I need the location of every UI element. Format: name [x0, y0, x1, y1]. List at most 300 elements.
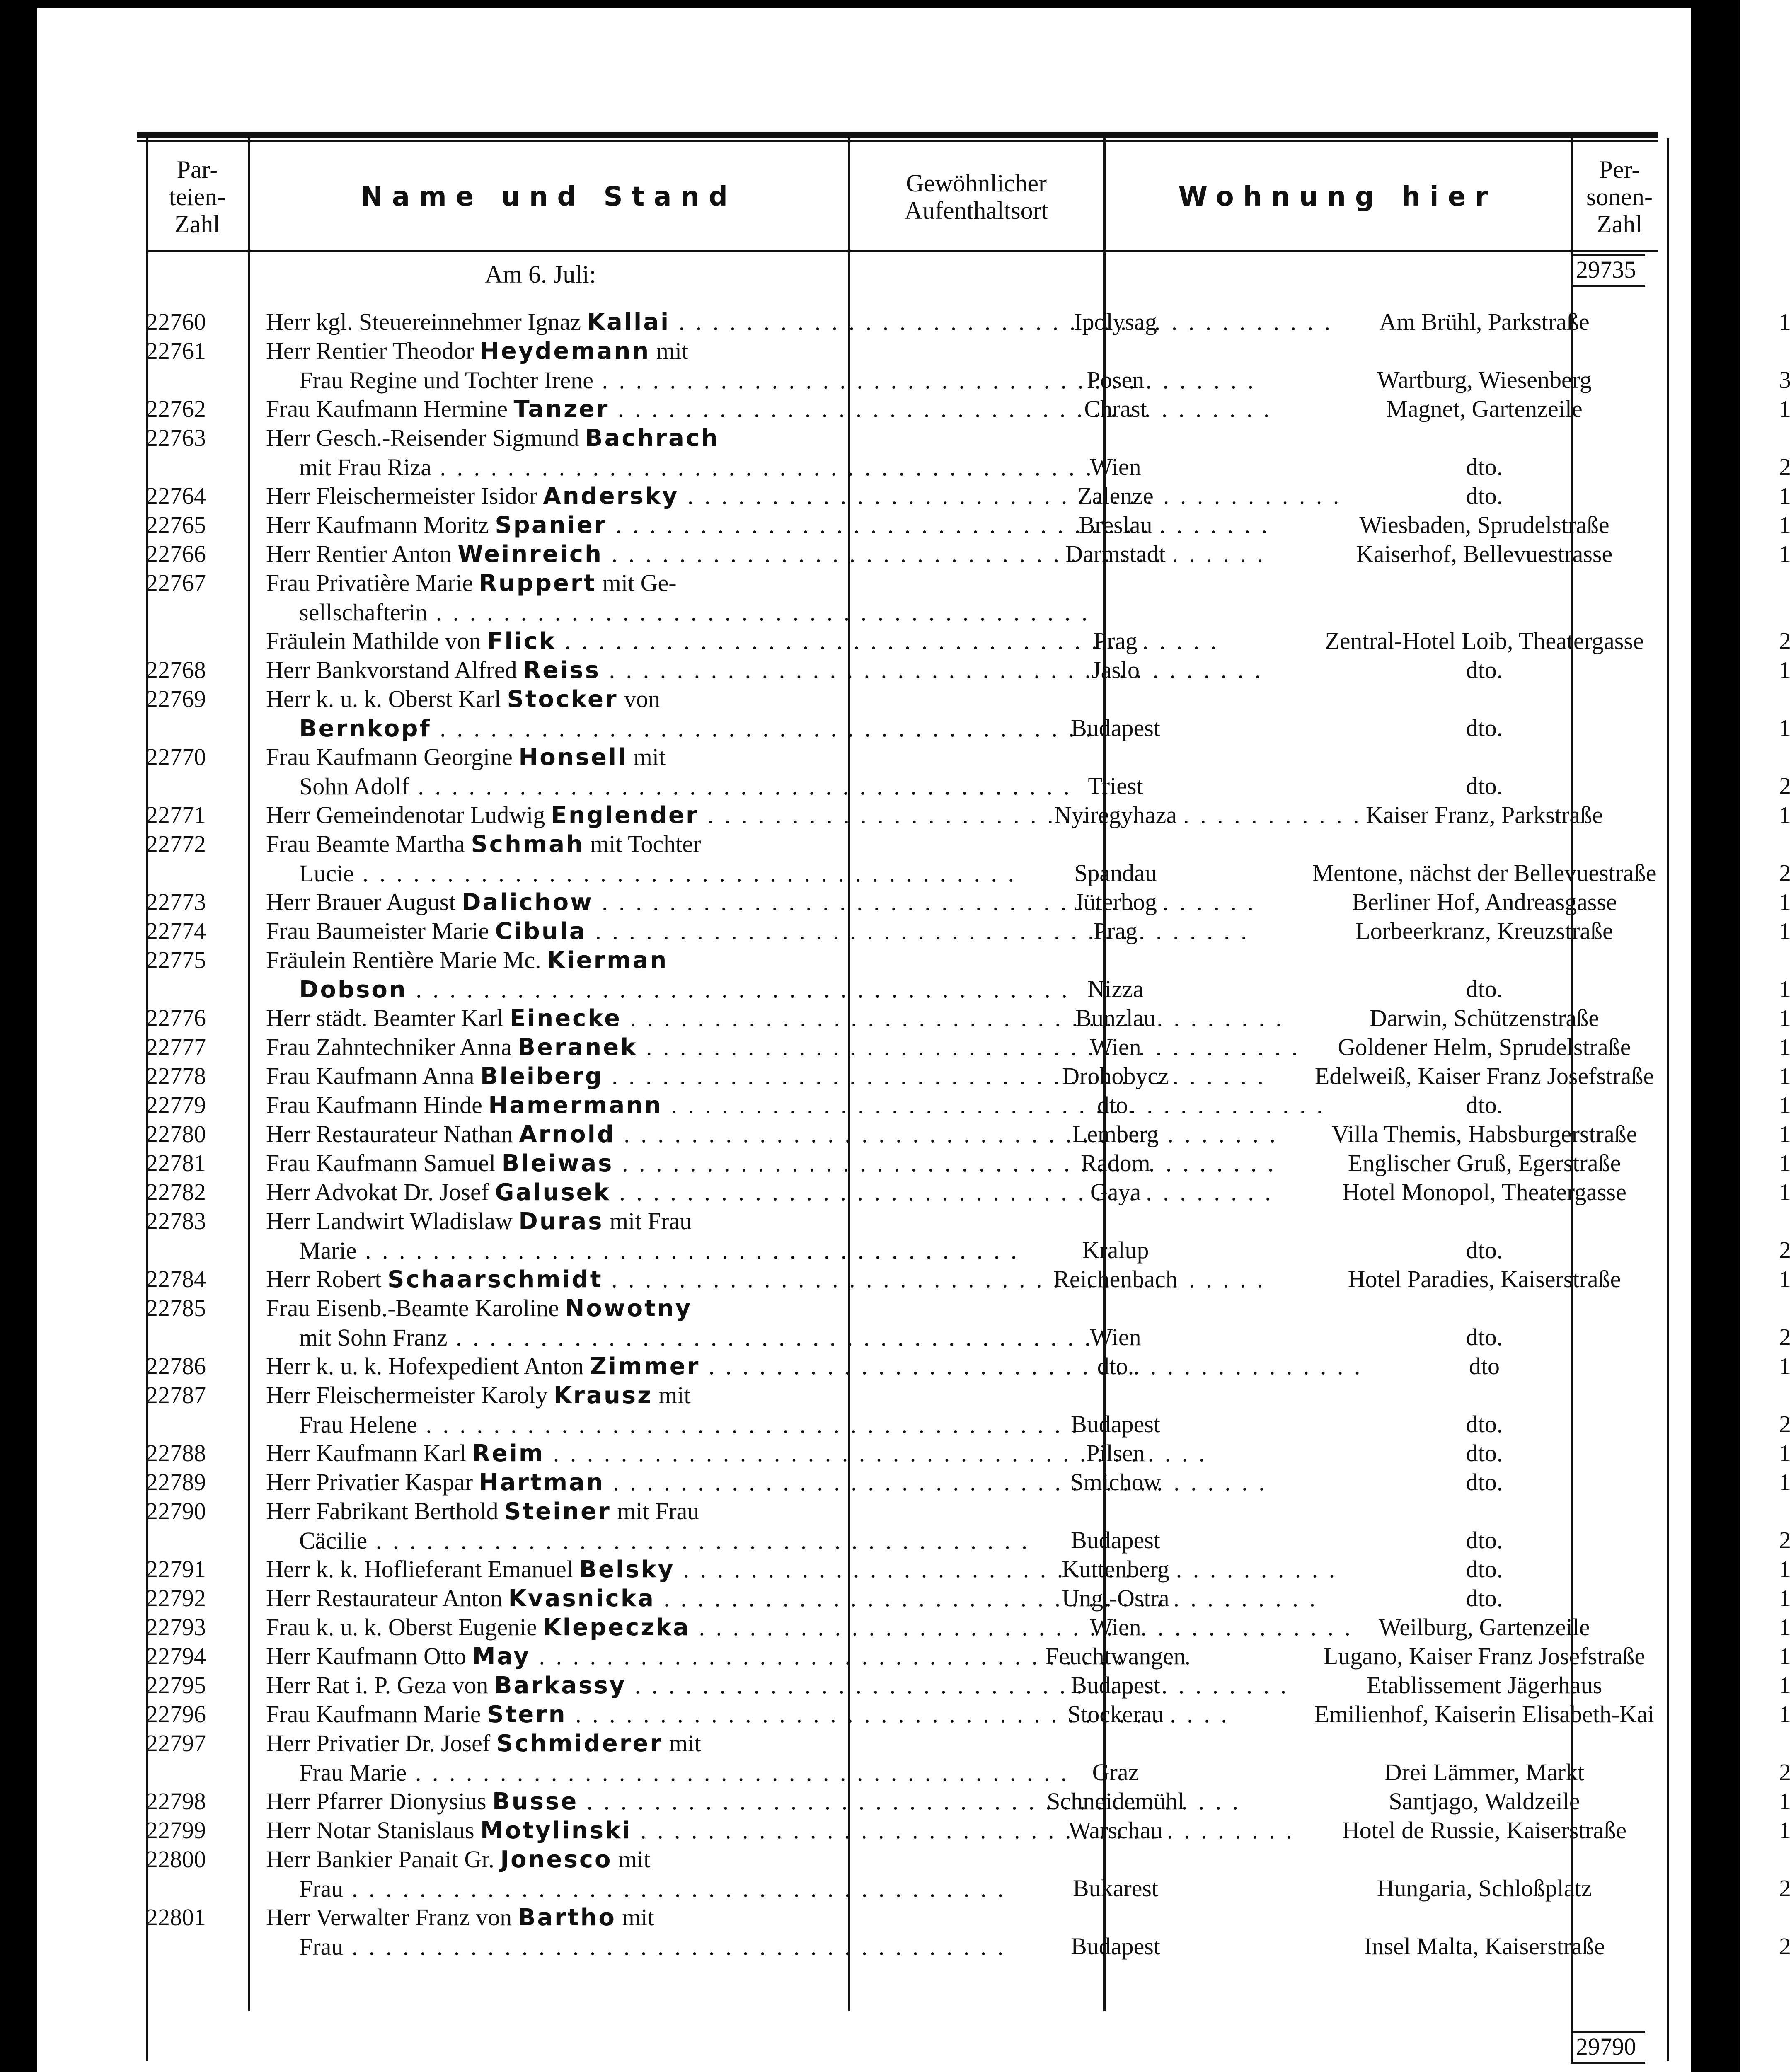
name-line-1 [266, 917, 971, 946]
name-line-2 [266, 975, 971, 1005]
name-line-1 [266, 888, 971, 917]
surname: Duras [518, 1208, 604, 1235]
usual-residence: Prag [1093, 917, 1138, 944]
name-and-status [266, 1033, 971, 1062]
table-row [146, 1671, 1791, 1700]
person-count: 1 [1779, 656, 1791, 683]
party-number: 22766 [146, 540, 206, 567]
person-count: 1 [1779, 801, 1791, 828]
surname: Schmah [471, 831, 584, 858]
table-row [146, 307, 1791, 336]
party-number: 22799 [146, 1817, 206, 1844]
surname: Einecke [509, 1005, 622, 1032]
table-row [146, 1584, 1791, 1613]
name-line-2 [266, 1932, 971, 1962]
person-count: 1 [1779, 1788, 1791, 1815]
usual-residence: dto. [1097, 1092, 1134, 1118]
usual-residence: Kralup [1082, 1237, 1149, 1264]
local-address: Kaiser Franz, Parkstraße [1366, 801, 1603, 828]
surname: Dobson [299, 976, 407, 1003]
name-line-1 [266, 1729, 971, 1758]
name-line-1 [266, 395, 971, 424]
table-row [146, 1091, 1791, 1120]
table-row [146, 1613, 1791, 1642]
header-persons: Per- sonen- Zahl [1586, 156, 1653, 238]
person-count: 2 [1779, 772, 1791, 799]
name-line-1 [266, 1845, 971, 1874]
name-and-status [266, 1149, 971, 1178]
surname: Cibula [495, 918, 587, 945]
party-number: 22773 [146, 888, 206, 915]
table-row [146, 1468, 1791, 1497]
party-number: 22781 [146, 1150, 206, 1176]
local-address: dto. [1466, 1585, 1503, 1612]
table-row [146, 540, 1791, 569]
table-row [146, 1381, 1791, 1439]
usual-residence: Triest [1088, 772, 1143, 799]
usual-residence: Wien [1090, 1614, 1141, 1641]
name-and-status [266, 395, 971, 424]
usual-residence: Nyiregyhaza [1054, 801, 1177, 828]
status-text: Herr Privatier Kaspar [266, 1469, 479, 1496]
surname: Zimmer [590, 1353, 700, 1380]
name-and-status [266, 1903, 971, 1962]
name-and-status [266, 1845, 971, 1904]
local-address: dto. [1466, 1092, 1503, 1118]
usual-residence: Zalenze [1077, 482, 1154, 509]
party-number: 22790 [146, 1498, 206, 1525]
name-and-status [266, 801, 971, 830]
status-text: Frau Beamte Martha [266, 830, 471, 857]
usual-residence: Lemberg [1072, 1121, 1159, 1147]
local-address: Hungaria, Schloßplatz [1377, 1875, 1592, 1902]
surname: Schmiderer [496, 1730, 663, 1757]
table-row [146, 801, 1791, 830]
table-row [146, 569, 1646, 627]
usual-residence: Prag [1093, 627, 1138, 654]
table-row [146, 1816, 1791, 1845]
name-line-1 [266, 511, 971, 540]
status-text: Herr Pfarrer Dionysius [266, 1788, 493, 1815]
name-line-1 [266, 424, 971, 453]
party-number: 22785 [146, 1295, 206, 1322]
name-and-status [266, 917, 971, 946]
name-line-1 [266, 1294, 971, 1323]
name-line-1 [266, 1265, 971, 1294]
companion-text: mit [663, 1730, 701, 1757]
name-and-status [266, 1613, 971, 1642]
person-count: 1 [1779, 308, 1791, 335]
companion-text: Frau Regine und Tochter Irene [299, 367, 593, 394]
surname: Tanzer [513, 396, 610, 423]
party-number: 22771 [146, 801, 206, 828]
person-count: 1 [1779, 1585, 1791, 1612]
party-number: 22782 [146, 1179, 206, 1205]
person-count: 2 [1779, 1237, 1791, 1264]
person-count: 2 [1779, 1759, 1791, 1786]
status-text: Frau Kaufmann Samuel [266, 1150, 502, 1176]
person-count: 2 [1779, 1411, 1791, 1438]
local-address: Magnet, Gartenzeile [1386, 395, 1583, 422]
table-row [146, 1149, 1791, 1178]
local-address: Wiesbaden, Sprudelstraße [1359, 511, 1609, 538]
companion-text: Marie [299, 1237, 357, 1264]
person-count: 1 [1779, 1179, 1791, 1205]
name-line-2 [266, 1758, 971, 1788]
party-number: 22800 [146, 1846, 206, 1873]
companion-text: von [618, 685, 661, 712]
name-line-1 [266, 1468, 971, 1497]
companion-text: Sohn Adolf [299, 773, 409, 800]
name-and-status [266, 482, 971, 511]
status-text: Fräulein Rentière Marie Mc. [266, 946, 547, 973]
person-count: 1 [1779, 1556, 1791, 1583]
party-number: 22779 [146, 1092, 206, 1118]
local-address: dto. [1466, 1469, 1503, 1496]
person-count: 1 [1779, 1092, 1791, 1118]
status-text: Herr Verwalter Franz von [266, 1904, 518, 1931]
usual-residence: Bunzlau [1075, 1005, 1156, 1031]
header-party-number: Par- teien- Zahl [169, 156, 226, 238]
name-line-1 [266, 336, 971, 366]
usual-residence: Nizza [1087, 975, 1144, 1002]
local-address: Edelweiß, Kaiser Franz Josefstraße [1314, 1063, 1654, 1089]
name-line-1 [266, 1700, 971, 1729]
total-box [1571, 2031, 1645, 2064]
name-line-1 [266, 685, 971, 714]
companion-text: Frau Marie [299, 1759, 407, 1786]
status-text: Herr Advokat Dr. Josef [266, 1179, 495, 1205]
status-text: Herr Kaufmann Karl [266, 1440, 472, 1467]
surname: Kallai [587, 309, 670, 336]
companion-text: mit [650, 337, 689, 364]
person-count: 1 [1779, 1034, 1791, 1060]
status-text: Herr Fleischermeister Isidor [266, 482, 543, 509]
local-address: Darwin, Schützenstraße [1369, 1005, 1600, 1031]
local-address: dto. [1466, 656, 1503, 683]
surname: Bartho [518, 1904, 616, 1931]
status-text: Frau Privatière Marie [266, 569, 479, 596]
local-address: Englischer Gruß, Egerstraße [1348, 1150, 1621, 1176]
name-line-1 [266, 1613, 971, 1642]
surname: Dalichow [461, 889, 593, 916]
person-count: 3 [1779, 366, 1791, 393]
usual-residence: Chrast [1084, 395, 1147, 422]
name-and-status [266, 946, 971, 1005]
table-row [146, 1700, 1791, 1729]
local-address: Drei Lämmer, Markt [1384, 1759, 1585, 1786]
name-line-1 [266, 1555, 971, 1584]
status-text: Herr k. u. k. Hofexpedient Anton [266, 1353, 590, 1380]
party-number: 22767 [146, 569, 206, 596]
person-count: 1 [1779, 482, 1791, 509]
usual-residence: Budapest [1071, 1933, 1160, 1960]
name-line-1 [266, 946, 971, 975]
local-address: Weilburg, Gartenzeile [1379, 1614, 1590, 1641]
usual-residence: dto. [1097, 1353, 1134, 1380]
local-address: Lorbeerkranz, Kreuzstraße [1355, 917, 1613, 944]
table-row [146, 336, 1791, 395]
companion-text: mit Tochter [584, 830, 701, 857]
surname: Hartman [479, 1469, 605, 1496]
person-count: 1 [1779, 511, 1791, 538]
usual-residence: Schneidemühl [1047, 1788, 1184, 1815]
local-address: Am Brühl, Parkstraße [1379, 308, 1590, 335]
name-line-1 [266, 1004, 971, 1033]
local-address: Hotel Monopol, Theatergasse [1342, 1179, 1626, 1205]
surname: Galusek [495, 1179, 611, 1206]
table-row [146, 917, 1791, 946]
local-address: dto. [1466, 1411, 1503, 1438]
person-count: 1 [1779, 1672, 1791, 1699]
status-text: Frau Kaufmann Anna [266, 1063, 481, 1089]
party-number: 22760 [146, 308, 206, 335]
party-number: 22794 [146, 1643, 206, 1670]
status-text: Herr Fabrikant Berthold [266, 1498, 505, 1525]
local-address: Santjago, Waldzeile [1389, 1788, 1580, 1815]
companion-text: mit [616, 1904, 654, 1931]
companion-text: Frau [299, 1875, 344, 1902]
usual-residence: Gaya [1090, 1179, 1141, 1205]
name-line-1 [266, 1207, 971, 1236]
local-address: dto. [1466, 482, 1503, 509]
name-and-status [266, 1265, 971, 1294]
status-text: Herr k. u. k. Oberst Karl [266, 685, 507, 712]
surname: Beranek [518, 1034, 638, 1061]
companion-text: mit Sohn Franz [299, 1324, 448, 1351]
surname: Hamermann [488, 1092, 663, 1119]
local-address: Lugano, Kaiser Franz Josefstraße [1323, 1643, 1646, 1670]
surname: Ruppert [479, 570, 597, 597]
surname: May [472, 1643, 530, 1670]
name-line-1 [266, 1091, 971, 1120]
status-text: Frau Eisenb.-Beamte Karoline [266, 1295, 565, 1322]
table-row [146, 1062, 1791, 1091]
party-number: 22784 [146, 1266, 206, 1293]
table-row [146, 1787, 1791, 1816]
surname: Bleiwas [501, 1150, 614, 1177]
status-text: Fräulein Mathilde von [266, 627, 487, 654]
surname: Busse [492, 1788, 578, 1815]
name-line-1 [266, 656, 971, 685]
surname: Steiner [504, 1498, 611, 1525]
name-and-status [266, 1294, 971, 1353]
name-line-1 [266, 1352, 971, 1381]
name-line-1 [266, 1381, 971, 1410]
name-line-1 [266, 540, 971, 569]
name-and-status [266, 1700, 971, 1729]
local-address: Goldener Helm, Sprudelstraße [1338, 1034, 1631, 1060]
surname: Bachrach [585, 425, 719, 452]
companion-text: mit Ge- [596, 569, 677, 596]
party-number: 22788 [146, 1440, 206, 1467]
table-row [146, 1555, 1791, 1584]
surname: Weinreich [457, 541, 603, 568]
name-line-1 [266, 1497, 971, 1526]
table-top-rule-thin [137, 140, 1658, 142]
name-and-status [266, 830, 971, 888]
name-and-status [266, 511, 971, 540]
name-and-status [266, 1729, 971, 1788]
name-and-status [266, 424, 971, 482]
surname: Spanier [495, 512, 607, 539]
status-text: Herr k. k. Hoflieferant Emanuel [266, 1556, 579, 1583]
surname: Barkassy [494, 1672, 627, 1699]
surname: Kierman [547, 947, 668, 974]
name-and-status [266, 1091, 971, 1120]
carry-over-value: 29735 [1576, 256, 1636, 283]
name-line-2 [266, 1236, 971, 1266]
party-number: 22796 [146, 1701, 206, 1728]
table-row [146, 1294, 1791, 1352]
name-and-status [266, 1584, 971, 1613]
usual-residence: Budapest [1071, 1411, 1160, 1438]
table-row [146, 1439, 1791, 1468]
local-address: Hotel de Russie, Kaiserstraße [1342, 1817, 1627, 1844]
party-number: 22798 [146, 1788, 206, 1815]
local-address: Mentone, nächst der Bellevuestraße [1312, 859, 1657, 886]
name-line-1 [266, 1062, 971, 1091]
person-count: 2 [1779, 453, 1791, 480]
companion-text: mit [612, 1846, 651, 1873]
status-text: Herr Privatier Dr. Josef [266, 1730, 496, 1757]
usual-residence: Radom [1081, 1150, 1150, 1176]
table-row [146, 1120, 1791, 1149]
surname: Flick [487, 628, 557, 655]
usual-residence: Posen [1087, 366, 1145, 393]
person-count: 1 [1779, 1063, 1791, 1089]
local-address: dto. [1466, 772, 1503, 799]
status-text: Frau Kaufmann Hinde [266, 1092, 489, 1118]
table-row [146, 1903, 1791, 1961]
usual-residence: Ipolysag [1074, 308, 1157, 335]
party-number: 22791 [146, 1556, 206, 1583]
table-row [146, 888, 1791, 917]
table-row [146, 1352, 1791, 1381]
companion-text: mit Frau [611, 1498, 699, 1525]
status-text: Herr Restaurateur Nathan [266, 1121, 519, 1147]
table-row [146, 946, 1791, 1004]
surname: Jonesco [500, 1846, 612, 1873]
name-line-1 [266, 1178, 971, 1207]
name-and-status [266, 1787, 971, 1816]
status-text: Herr Landwirt Wladislaw [266, 1208, 519, 1234]
status-text: Herr Fleischermeister Karoly [266, 1382, 554, 1409]
table-row [146, 424, 1791, 482]
name-and-status [266, 1352, 971, 1381]
name-line-2 [266, 772, 971, 801]
header-rule [146, 250, 1658, 252]
table-row [146, 1497, 1791, 1555]
status-text: Frau Kaufmann Hermine [266, 395, 514, 422]
person-count: 1 [1779, 395, 1791, 422]
name-and-status [266, 743, 971, 801]
name-and-status [266, 1671, 971, 1700]
table-row [146, 1642, 1791, 1671]
person-count: 1 [1779, 1701, 1791, 1728]
surname: Arnold [519, 1121, 615, 1148]
status-text: Frau Baumeister Marie [266, 917, 495, 944]
status-text: Herr Gesch.-Reisender Sigmund [266, 424, 585, 451]
local-address: Wartburg, Wiesenberg [1377, 366, 1592, 393]
companion-text: Frau Helene [299, 1411, 418, 1438]
person-count: 1 [1779, 1440, 1791, 1467]
usual-residence: Wien [1090, 453, 1141, 480]
party-number: 22792 [146, 1585, 206, 1612]
usual-residence: Budapest [1071, 1527, 1160, 1554]
usual-residence: Spandau [1074, 859, 1157, 886]
person-count: 1 [1779, 1614, 1791, 1641]
name-line-1 [266, 1816, 971, 1845]
table-top-rule [137, 132, 1658, 138]
person-count: 1 [1779, 917, 1791, 944]
party-number: 22764 [146, 482, 206, 509]
name-and-status [266, 1207, 971, 1266]
person-count: 1 [1779, 975, 1791, 1002]
party-number: 22795 [146, 1672, 206, 1699]
companion-text: mit [652, 1382, 691, 1409]
party-number: 22783 [146, 1208, 206, 1234]
surname: Motylinski [480, 1817, 632, 1844]
name-and-status [266, 1381, 971, 1440]
status-text: Herr städt. Beamter Karl [266, 1005, 510, 1031]
person-count: 1 [1779, 540, 1791, 567]
status-text: Herr kgl. Steuereinnehmer Ignaz [266, 308, 587, 335]
name-line-1 [266, 801, 971, 830]
usual-residence: Pilsen [1086, 1440, 1145, 1467]
usual-residence: Wien [1090, 1034, 1141, 1060]
table-row [146, 1178, 1791, 1207]
name-and-status [266, 1642, 971, 1671]
status-text: Frau k. u. k. Oberst Eugenie [266, 1614, 543, 1641]
party-number: 22778 [146, 1063, 206, 1089]
status-text: Frau Zahntechniker Anna [266, 1034, 518, 1060]
usual-residence: Jaslo [1092, 656, 1140, 683]
table-row [146, 743, 1791, 801]
person-count: 1 [1779, 1353, 1791, 1380]
name-line-1 [266, 1787, 971, 1816]
person-count: 1 [1779, 1817, 1791, 1844]
companion-text: Lucie [299, 860, 354, 887]
table-row [146, 685, 1791, 743]
party-number: 22789 [146, 1469, 206, 1496]
local-address: dto [1469, 1353, 1500, 1380]
header-address: Wohnung hier [1178, 181, 1497, 212]
local-address: dto. [1466, 1324, 1503, 1351]
person-count: 2 [1779, 859, 1791, 886]
name-and-status [266, 1468, 971, 1497]
party-number: 22775 [146, 946, 206, 973]
table-row [146, 1729, 1791, 1787]
local-address: Etablissement Jägerhaus [1366, 1672, 1602, 1699]
name-line-2 [266, 1526, 971, 1556]
name-line-1 [266, 1120, 971, 1149]
usual-residence: Bukarest [1072, 1875, 1159, 1902]
companion-text: mit [627, 743, 666, 770]
name-and-status [266, 1004, 971, 1033]
name-line-1 [266, 1642, 971, 1671]
surname: Nowotny [565, 1295, 692, 1322]
name-line-1 [266, 482, 971, 511]
companion-text: Frau [299, 1933, 344, 1960]
local-address: Kaiserhof, Bellevuestrasse [1356, 540, 1613, 567]
header-name: Name und Stand [361, 181, 737, 212]
person-count: 2 [1779, 1933, 1791, 1960]
name-and-status [266, 1497, 971, 1556]
person-count: 2 [1779, 1324, 1791, 1351]
status-text: Frau Kaufmann Marie [266, 1701, 487, 1728]
surname: Krausz [554, 1382, 653, 1409]
